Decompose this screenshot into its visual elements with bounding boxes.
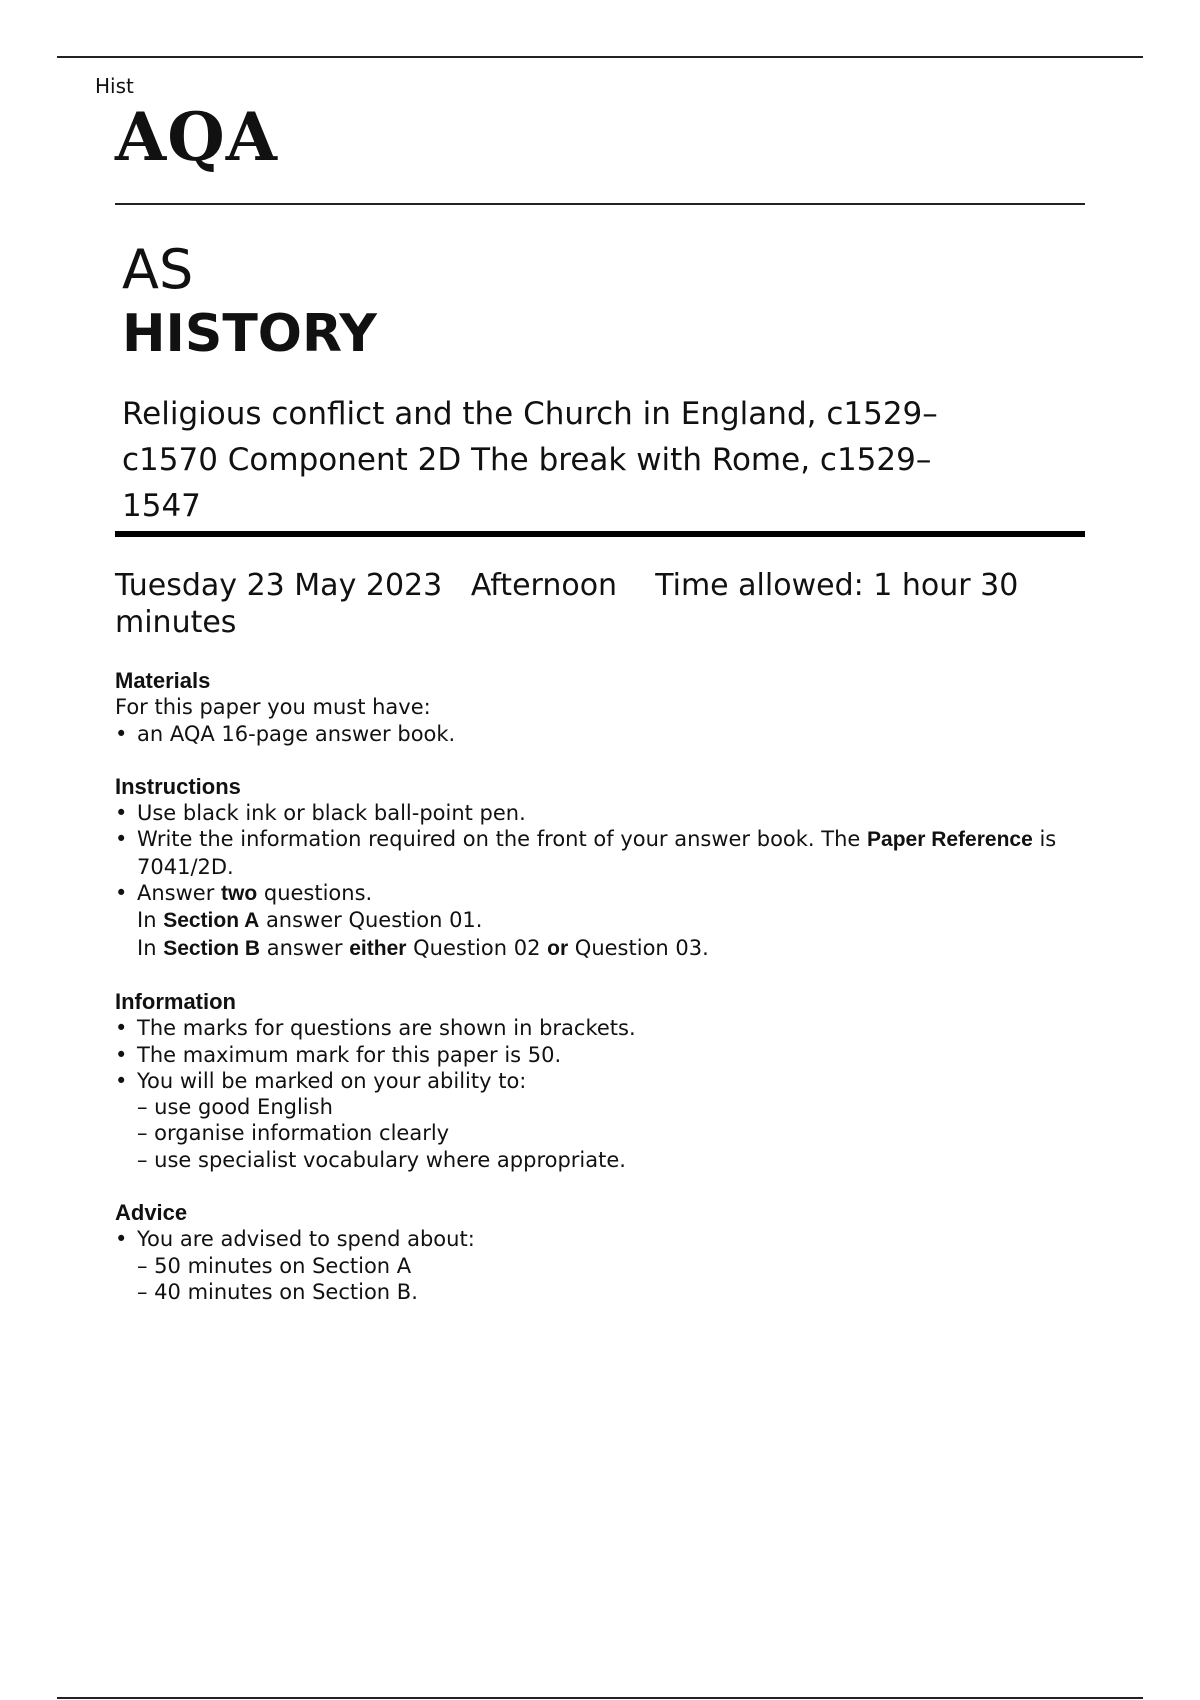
materials-heading: Materials: [115, 668, 211, 693]
time-allowed: Time allowed: 1 hour 30 minutes: [115, 568, 1019, 640]
advice-list: [115, 1226, 1075, 1305]
front-cover-instructions: [115, 668, 1075, 1332]
sub-item: – use specialist vocabulary where appropriate.: [137, 1147, 626, 1172]
advice-heading: Advice: [115, 1200, 188, 1226]
section-b-line: In Section B answer either Question 02 or Question 03.: [137, 935, 709, 960]
exam-session: Afternoon: [470, 568, 618, 603]
sub-item: – 40 minutes on Section B.: [137, 1279, 418, 1304]
information-list: [115, 1015, 1075, 1173]
header-tag: Hist: [95, 74, 134, 98]
information-heading: Information: [115, 988, 236, 1014]
advice-section: [115, 1200, 1075, 1305]
instructions-section: [115, 774, 1075, 962]
aqa-logo: AQA: [115, 98, 278, 176]
materials-intro: For this paper you must have:: [115, 695, 431, 720]
title-divider: [115, 531, 1085, 537]
logo-divider: [115, 203, 1085, 205]
section-a-line: In Section A answer Question 01.: [137, 908, 483, 933]
list-item: • You are advised to spend about: – 50 minutes on Section A – 40 minutes on Section B.: [115, 1226, 1075, 1305]
sub-item: – use good English: [137, 1095, 333, 1120]
materials-list: [115, 721, 1075, 747]
list-item: • The marks for questions are shown in brackets.: [115, 1015, 1075, 1041]
bottom-rule: [57, 1697, 1143, 1699]
list-item: • You will be marked on your ability to: – use good English – organise information clearly – use specialist vocabulary where appropriate.: [115, 1068, 1075, 1173]
list-item: • an AQA 16-page answer book.: [115, 721, 1075, 747]
instructions-list: [115, 800, 1075, 962]
list-item: • The maximum mark for this paper is 50.: [115, 1042, 1075, 1068]
list-item: • Use black ink or black ball-point pen.: [115, 800, 1075, 826]
list-item: • Answer two questions. In Section A answer Question 01. In Section B answer either Question 02 or Question 03.: [115, 880, 1075, 962]
exam-schedule: [115, 567, 1095, 641]
qualification-level: AS: [122, 238, 194, 301]
top-rule: [57, 56, 1143, 58]
sub-item: – organise information clearly: [137, 1121, 450, 1146]
paper-title: Religious conflict and the Church in England, c1529–c1570 Component 2D The break with Rome, c1529–1547: [122, 396, 938, 524]
information-section: [115, 989, 1075, 1173]
exam-date: Tuesday 23 May 2023: [115, 568, 443, 603]
subject-title: HISTORY: [122, 304, 377, 364]
instructions-heading: Instructions: [115, 773, 241, 799]
materials-section: [115, 668, 1075, 747]
list-item: • Write the information required on the front of your answer book. The Paper Reference is 7041/2D.: [115, 826, 1075, 880]
sub-item: – 50 minutes on Section A: [137, 1253, 412, 1278]
